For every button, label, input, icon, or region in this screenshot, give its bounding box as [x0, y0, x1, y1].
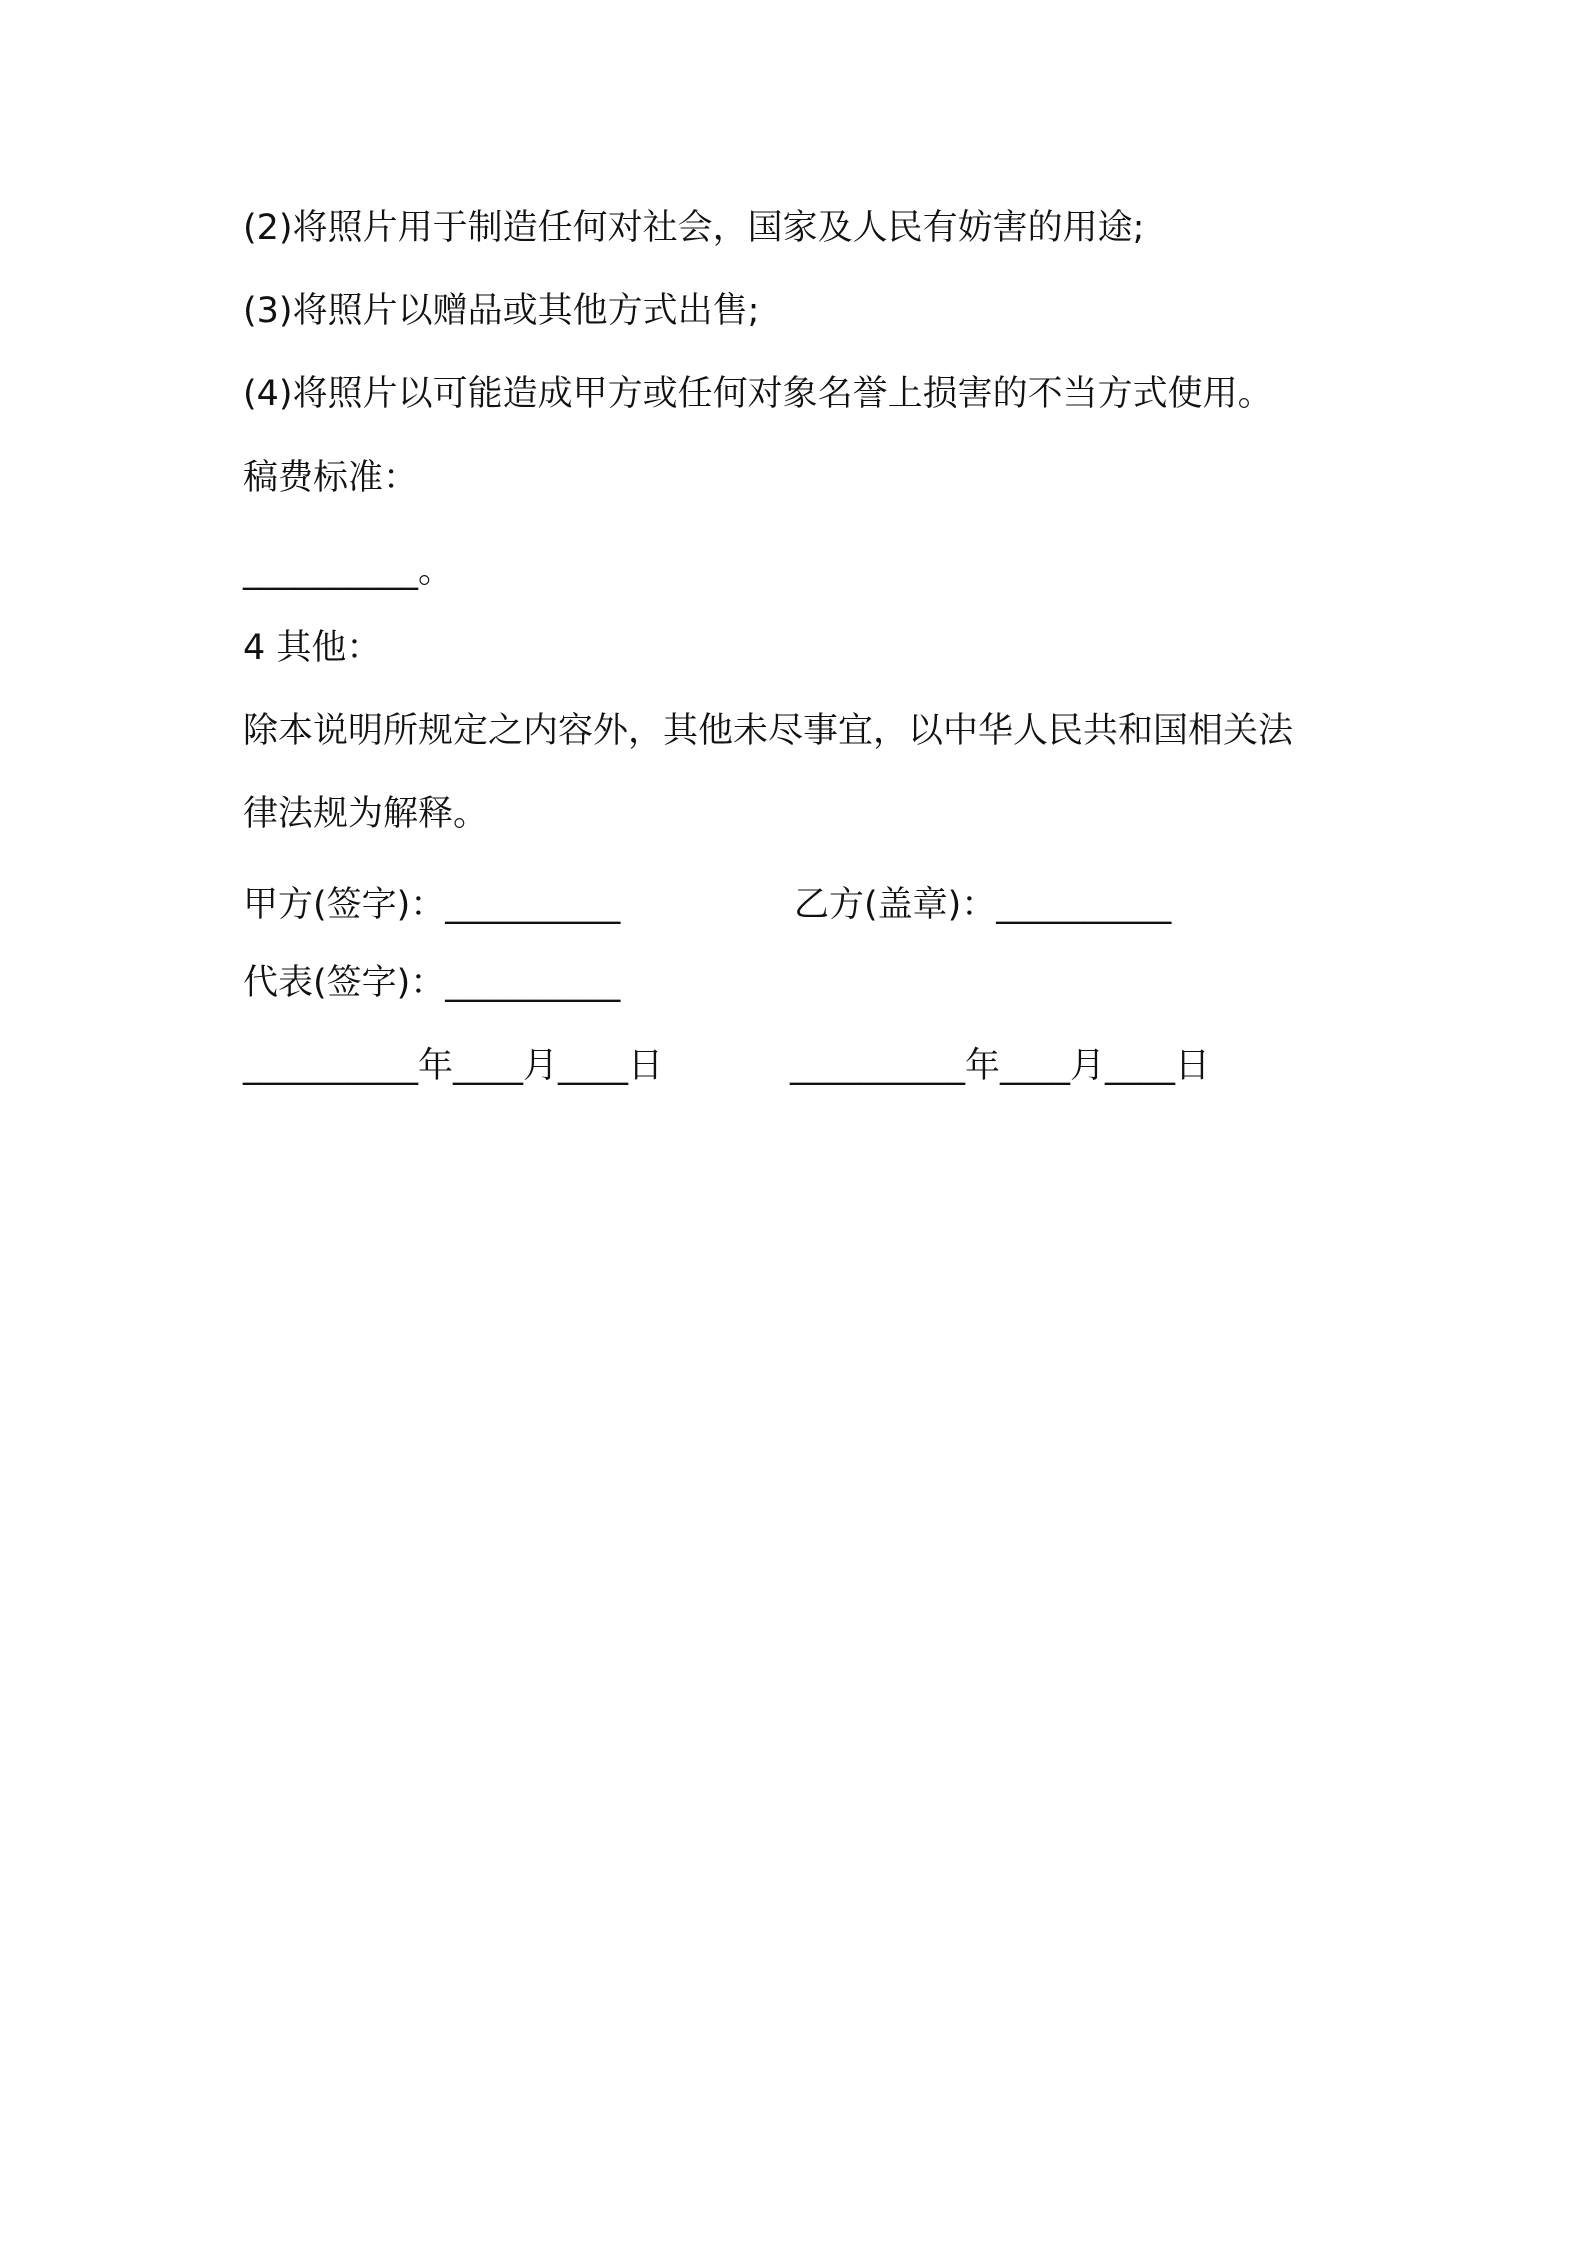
section4-body-line2: 律法规为解释。	[243, 794, 489, 834]
party-a-signature: 甲方(签字)：__________	[243, 885, 621, 925]
section4-body-line1: 除本说明所规定之内容外，其他未尽事宜，以中华人民共和国相关法	[243, 711, 1294, 751]
fee-heading: 稿费标准：	[243, 458, 419, 498]
section4-heading: 4 其他：	[243, 628, 382, 668]
date-right: __________年____月____日	[790, 1046, 1211, 1086]
fee-blank: __________。	[243, 551, 454, 591]
clause-item-4: (4)将照片以可能造成甲方或任何对象名誉上损害的不当方式使用。	[243, 374, 1273, 414]
party-b-seal: 乙方(盖章)：__________	[794, 885, 1172, 925]
clause-item-3: (3)将照片以赠品或其他方式出售;	[243, 291, 760, 331]
representative-signature: 代表(签字)：__________	[243, 963, 621, 1003]
date-left: __________年____月____日	[243, 1046, 664, 1086]
clause-item-2: (2)将照片用于制造任何对社会，国家及人民有妨害的用途;	[243, 208, 1145, 248]
